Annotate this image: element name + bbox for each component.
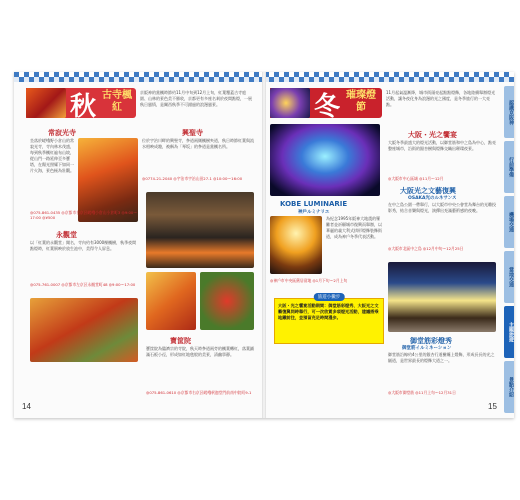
hokyoin-text: 寶筐院為臨濟宗的寺院，秋天時參道兩旁的楓葉轉紅，落葉鋪滿石板小徑，形成如紅地毯般的美景，清幽寧靜。 [146, 346, 254, 357]
midosuji-photo [388, 262, 496, 332]
projection-mapping-photo [270, 124, 380, 196]
osaka-culture-text: 在中之島公園一帶舉行，以大阪市中央公會堂為舞台的光雕投影秀，結合音樂與燈光，演繹出充滿藝術感的夜晚。 [388, 202, 496, 213]
osaka-hikari-heading: 大阪・光之饗宴 [408, 131, 457, 139]
winter-intro: 11月起氣溫漸降，城市街頭亮起點點燈飾，各地陸續舉辦燈光活動，讓冬夜化身為浪漫的光之國度，是冬季旅行的一大亮點。 [386, 90, 496, 107]
tip-text: 大阪・光之饗宴活動期間：御堂筋彩燈秀、大阪光之文藝復興同時舉行，可一次欣賞多項燈光活動，建議搭乘地鐵前往，並預留充足時間漫步。 [278, 303, 379, 320]
banner-season: 冬 [314, 92, 341, 118]
side-tab-1[interactable]: 行前準備 [504, 141, 514, 193]
side-tab-3[interactable]: 當地交通 [504, 251, 514, 303]
page-gutter [262, 72, 266, 418]
midosuji-subheading: 御堂筋イルミネーション [402, 346, 452, 351]
hokyoin-photo-1 [146, 272, 196, 330]
hokyoin-info: ◎075-861-0610 ◎京都市右京区嵯峨釈迦堂門前南中院町9-1 [146, 390, 252, 395]
autumn-banner [26, 88, 136, 118]
koshoji-photo [146, 192, 254, 268]
autumn-intro: 京阪神的賞楓時節約11月中旬到12月上旬，紅葉覆蓋古寺庭園、山林的景色美不勝收，京都更有多座名剎於夜間點燈，一展秋日風情，是關西秋季不可錯過的浪漫風景。 [140, 90, 252, 107]
banner-lights-photo [270, 88, 310, 118]
kobe-info: ◎神戶市中央區舊居留地 ◎1月下旬～2月上旬 [270, 278, 348, 283]
right-page [270, 84, 498, 414]
hokyoin-photo-2 [200, 272, 254, 330]
koshoji-text: 位於宇治川畔的興聖寺，參道兩側楓樹夾道，秋日時節紅葉與流水相映成趣，被稱為「琴坂」的參道是賞楓名所。 [142, 138, 254, 149]
midosuji-heading: 御堂筋彩燈秀 [410, 337, 452, 345]
guidebook-spread [14, 72, 514, 418]
banner-title: 古寺楓紅 [102, 90, 132, 113]
side-tab-4[interactable]: 主題旅遊 [504, 306, 514, 358]
eikando-heading: 永觀堂 [56, 231, 77, 239]
hokyoin-heading: 寶筐院 [170, 337, 191, 345]
page-number-right: 15 [488, 402, 497, 411]
kobe-subheading: 神戶ルミナリエ [298, 210, 330, 215]
osaka-culture-info: ◎大阪市北區中之島 ◎12月中旬～12月25日 [388, 246, 464, 251]
side-tab-0[interactable]: 認識京阪神 [504, 86, 514, 138]
left-page [20, 84, 258, 414]
midosuji-text: 御堂筋沿線約4公里的銀杏行道樹纏上燈飾，形成長長的光之隧道，是世界最長的燈飾大道之一。 [388, 352, 495, 363]
tip-tag: 旅遊小撇步 [314, 293, 345, 301]
osaka-hikari-info: ◎大阪市中心區域 ◎11月～12月 [388, 176, 444, 181]
eikando-photo [30, 298, 138, 362]
banner-maple-photo [26, 88, 66, 118]
side-tab-5[interactable]: 景點介紹 [504, 361, 514, 413]
osaka-hikari-text: 大阪冬季最盛大的燈光活動，以御堂筋和中之島為中心，點亮整座城市，沿街的銀杏樹與燈飾交織出璀璨夜景。 [388, 140, 496, 151]
tip-box [274, 295, 384, 344]
jojakkoji-heading: 常寂光寺 [48, 129, 76, 137]
jojakkoji-text: 坐落於嵯峨野小倉山的常寂光寺，寺內林木茂盛，每到秋季楓紅遍布山坡，從山門一路延伸至多寶塔，在陽光照耀下如同一片火海，景色極為壯觀。 [30, 138, 74, 173]
eikando-text: 以「紅葉的永觀堂」聞名，寺內約有3000棵楓樹，秋季夜間點燈時，紅葉倒映於放生池中，美得令人屏息。 [30, 240, 137, 251]
kobe-text: 為紀念1995年阪神大地震的罹難者並祈願城市復興而舉辦，以華麗的義大利式拱形燈飾裝飾街道，成為神戶冬季代表活動。 [326, 216, 382, 239]
osaka-culture-subheading: OSAKA光のルネサンス [408, 196, 457, 201]
banner-title: 璀璨燈節 [346, 90, 376, 113]
side-tab-2[interactable]: 機場交通 [504, 196, 514, 248]
side-tabs [504, 86, 514, 416]
kobe-heading: KOBE LUMINARIE [280, 200, 348, 208]
page-number-left: 14 [22, 402, 31, 411]
winter-banner [270, 88, 382, 118]
koshoji-heading: 興聖寺 [182, 129, 203, 137]
midosuji-info: ◎大阪市御堂筋 ◎11月上旬～12月31日 [388, 390, 456, 395]
koshoji-info: ◎0774-21-2040 ◎宇治市宇治山田27-1 ◎10:00～16:00 [142, 176, 243, 181]
kobe-luminarie-photo [270, 216, 322, 274]
eikando-info: ◎075-761-0007 ◎京都市左京区永観堂町48 ◎9:00～17:00 [30, 282, 136, 287]
banner-season: 秋 [70, 92, 97, 118]
jojakkoji-info: ◎075-861-0435 ◎京都市右京区嵯峨小倉山小倉町3 ◎9:00～17:00 ◎¥500 [30, 210, 138, 220]
osaka-culture-heading: 大阪光之文藝復興 [400, 187, 456, 195]
